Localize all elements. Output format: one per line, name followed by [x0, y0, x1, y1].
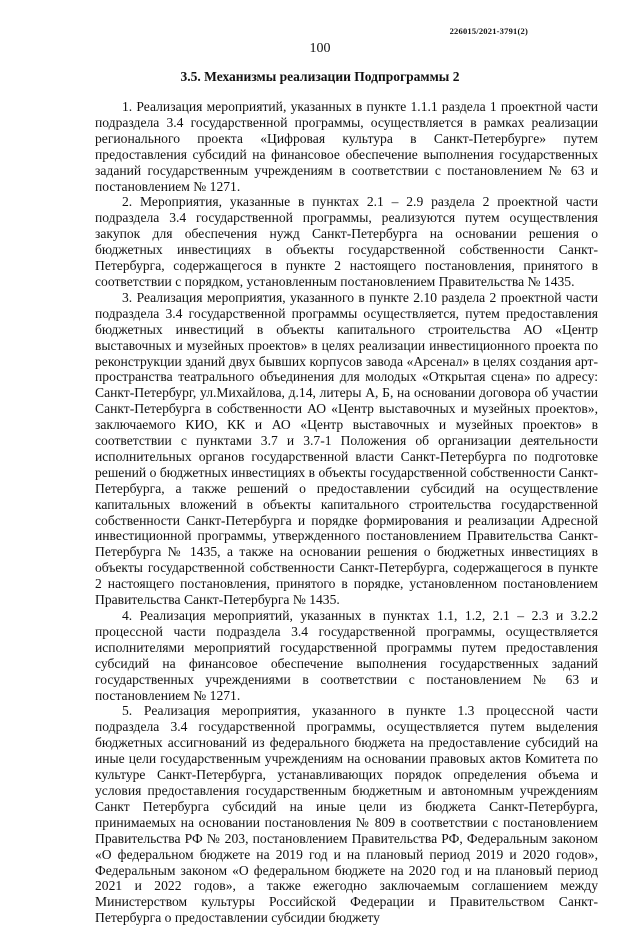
paragraph-5: 5. Реализация мероприятия, указанного в пункте 1.3 процессной части подраздела 3.4 государственной программы, осуществляется путем выделения бюджетных ассигнований из федерального бюджета на предоставление субсидий на иные цели государственным учреждениям на основании правовых актов Комитета по культуре Санкт-Петербурга, устанавливающих порядок определения объема и условия предоставления государственным бюджетным и автономным учреждениям Санкт Петербурга субсидий на иные цели из бюджета Санкт-Петербурга, принимаемых на основании постановления № 809 в соответствии с постановлением Правительства РФ № 203, постановлением Правительства РФ, Федеральным законом «О федеральном бюджете на 2019 год и на плановый период 2019 и 2020 годов», Федеральным законом «О федеральном бюджете на 2020 год и на плановый период 2021 и 2022 годов», а также ежегодно заключаемым соглашением между Министерством культуры Российской Федерации и Правительством Санкт-Петербурга о предоставлении субсидии бюджету	[95, 703, 598, 926]
paragraph-3: 3. Реализация мероприятия, указанного в пункте 2.10 раздела 2 проектной части подраздела 3.4 государственной программы осуществляется, путем предоставления бюджетных инвестиций в объекты капитального строительства АО «Центр выставочных и музейных проектов» в целях реализации инвестиционного проекта по реконструкции зданий двух бывших корпусов завода «Арсенал» в целях создания арт-пространства театрального объединения для молодых «Открытая сцена» по адресу: Санкт-Петербург, ул.Михайлова, д.14, литеры А, Б, на основании договора об участии Санкт-Петербурга в собственности АО «Центр выставочных и музейных проектов», заключаемого КИО, КК и АО «Центр выставочных и музейных проектов» в соответствии с пунктами 3.7 и 3.7-1 Положения об организации деятельности исполнительных органов государственной власти Санкт-Петербурга по подготовке решений о бюджетных инвестициях в объекты государственной собственности Санкт-Петербурга, а также решений о предоставлении субсидий на осуществление капитальных вложений в объекты капитального строительства государственной собственности Санкт-Петербурга и порядке формирования и реализации Адресной инвестиционной программы, утвержденного постановлением Правительства Санкт-Петербурга № 1435, а также на основании решения о бюджетных инвестициях в объекты государственной собственности Санкт-Петербурга, содержащегося в пункте 2 настоящего постановления, принятого в порядке, установленном постановлением Правительства Санкт-Петербурга № 1435.	[95, 289, 598, 608]
section-title: 3.5. Механизмы реализации Подпрограммы 2	[180, 69, 460, 84]
document-body	[95, 99, 598, 926]
document-id: 226015/2021-3791(2)	[449, 26, 528, 36]
paragraph-4: 4. Реализация мероприятий, указанных в пунктах 1.1, 1.2, 2.1 – 2.3 и 3.2.2 процессной части подраздела 3.4 государственной программы, осуществляется исполнителями мероприятий государственной программы путем предоставления субсидий на финансовое обеспечение выполнения государственных заданий государственных учреждениями в соответствии с постановлением № 63 и постановлением № 1271.	[95, 608, 598, 703]
paragraph-1: 1. Реализация мероприятий, указанных в пункте 1.1.1 раздела 1 проектной части подраздела 3.4 государственной программы, осуществляется в рамках реализации регионального проекта «Цифровая культура в Санкт-Петербурге» путем предоставления субсидий на финансовое обеспечение выполнения государственных заданий государственным учреждениям в соответствии с постановлением № 63 и постановлением № 1271.	[95, 99, 598, 194]
paragraph-2: 2. Мероприятия, указанные в пунктах 2.1 – 2.9 раздела 2 проектной части подраздела 3.4 государственной программы, реализуются путем осуществления закупок для обеспечения нужд Санкт-Петербурга на основании решения о бюджетных инвестициях в объекты государственной собственности Санкт-Петербурга, содержащегося в пункте 2 настоящего постановления, принятого в соответствии с порядком, установленным постановлением Правительства № 1435.	[95, 194, 598, 289]
page-number: 100	[309, 41, 331, 56]
